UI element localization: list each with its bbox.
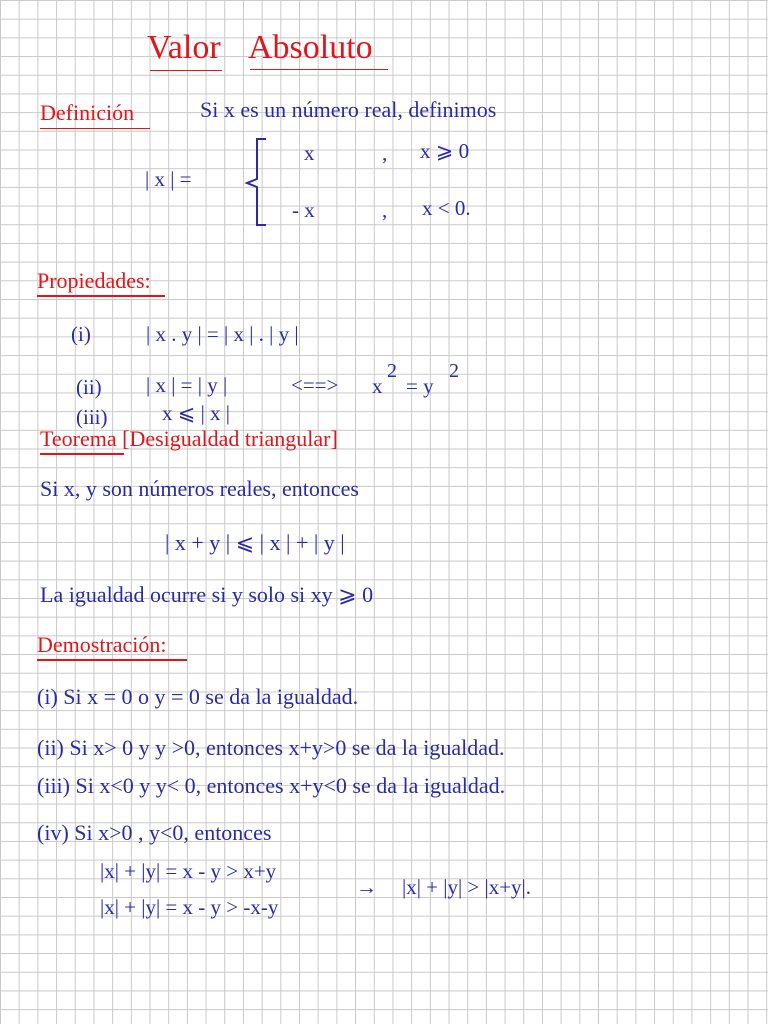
definition-intro: Si x es un número real, definimos [200, 97, 497, 122]
title-underline-2 [250, 69, 388, 70]
property-i-text: | x . y | = | x | . | y | [146, 322, 299, 346]
properties-underline [37, 295, 165, 297]
definition-heading: Definición [40, 100, 135, 125]
case2-condition: x < 0. [422, 196, 471, 220]
case2-sep: , [382, 198, 388, 222]
property-ii-x: x [372, 374, 383, 398]
theorem-label: Teorema [40, 426, 117, 451]
proof-case-iv: (iv) Si x>0 , y<0, entonces [37, 820, 272, 845]
proof-line-1: |x| + |y| = x - y > x+y [100, 859, 277, 883]
case2-value: - x [292, 198, 315, 222]
title-underline-1 [150, 70, 222, 71]
proof-case-iii: (iii) Si x<0 y y< 0, entonces x+y<0 se da la igualdad. [37, 773, 506, 798]
proof-line-2: |x| + |y| = x - y > -x-y [100, 895, 279, 919]
case1-value: x [304, 141, 315, 165]
proof-conclusion: |x| + |y| > |x+y|. [402, 875, 532, 899]
proof-heading: Demostración: [37, 632, 167, 657]
property-ii-number: (ii) [76, 375, 102, 399]
theorem-inequality: | x + y | ⩽ | x | + | y | [165, 530, 345, 555]
proof-case-i: (i) Si x = 0 o y = 0 se da la igualdad. [37, 684, 359, 709]
properties-heading: Propiedades: [37, 268, 151, 293]
property-iii-text: x ⩽ | x | [162, 401, 231, 425]
theorem-statement: Si x, y son números reales, entonces [40, 476, 359, 501]
theorem-subtitle: [Desigualdad triangular] [116, 426, 338, 451]
property-ii-eq: = y [406, 374, 434, 398]
case1-sep: , [382, 141, 388, 165]
property-ii-equiv: <==> [291, 373, 339, 397]
title-word-valor: Valor [147, 29, 221, 66]
title-word-absoluto: Absoluto [248, 29, 373, 66]
curly-brace-icon [244, 137, 272, 229]
definition-underline [40, 128, 150, 129]
theorem-underline [40, 453, 124, 455]
theorem-equality-condition: La igualdad ocurre si y solo si xy ⩾ 0 [40, 582, 374, 607]
property-iii-number: (iii) [76, 405, 108, 429]
property-i-number: (i) [71, 322, 91, 346]
property-ii-exponent-2: 2 [449, 360, 459, 382]
proof-underline [37, 659, 187, 661]
case1-condition: x ⩾ 0 [420, 139, 470, 163]
proof-case-ii: (ii) Si x> 0 y y >0, entonces x+y>0 se da la igualdad. [37, 735, 505, 760]
property-ii-text: | x | = | y | [146, 373, 228, 397]
property-ii-exponent-1: 2 [387, 360, 397, 382]
right-arrow-icon: → [356, 875, 377, 899]
theorem-heading [40, 428, 338, 450]
definition-lhs: | x | = [145, 167, 192, 191]
